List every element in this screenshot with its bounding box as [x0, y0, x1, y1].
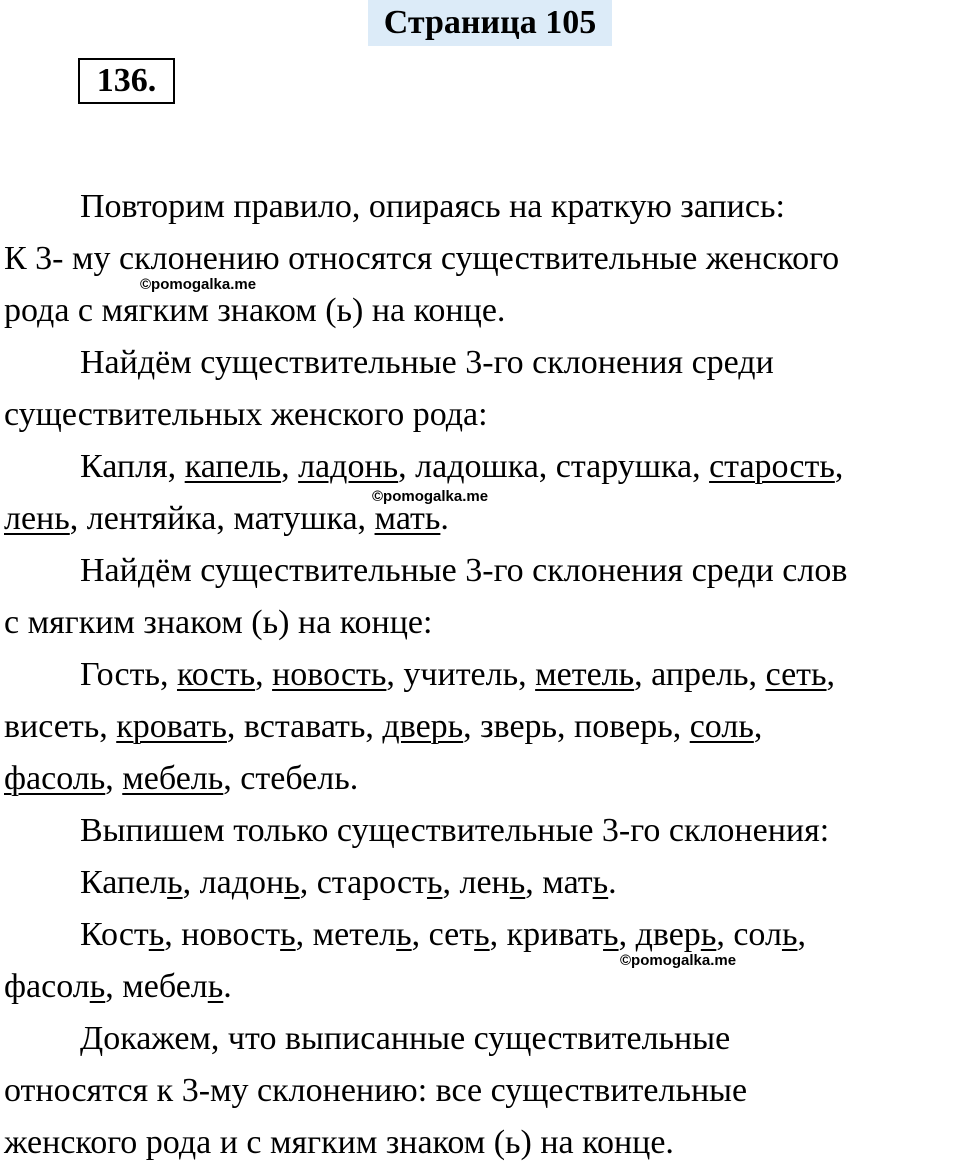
- text-line: [4, 857, 960, 909]
- underlined-text: новость: [272, 656, 387, 693]
- underlined-text: метель: [535, 656, 635, 693]
- text-segment: Найдём существительные 3-го склонения среди слов: [80, 552, 848, 589]
- text-segment: .: [223, 968, 232, 1005]
- text-line: [4, 597, 960, 649]
- text-segment: ,: [797, 916, 806, 953]
- text-line: [4, 961, 960, 1013]
- text-segment: , лен: [442, 864, 510, 901]
- underlined-text: ладонь: [298, 448, 399, 485]
- text-segment: .: [440, 500, 449, 537]
- text-segment: рода с мягким знаком (ь) на конце.: [4, 292, 506, 329]
- underlined-text: кость: [176, 656, 256, 693]
- text-segment: , стебель.: [223, 760, 359, 797]
- text-segment: ,: [281, 448, 299, 485]
- text-segment: существительных женского рода:: [4, 396, 488, 433]
- underlined-text: мать: [374, 500, 441, 537]
- text-segment: относятся к 3-му склонению: все существительные: [4, 1072, 748, 1109]
- text-segment: Повторим правило, опираясь на краткую запись:: [80, 188, 785, 225]
- underlined-text: ь: [148, 916, 165, 953]
- text-line: [4, 805, 960, 857]
- text-segment: , мат: [525, 864, 593, 901]
- underlined-text: ь: [89, 968, 106, 1005]
- document-body: [4, 181, 960, 1169]
- text-segment: ,: [753, 708, 763, 745]
- underlined-text: ь: [167, 864, 183, 901]
- text-segment: Капел: [80, 864, 168, 901]
- underlined-text: ь: [603, 916, 619, 953]
- text-segment: , новост: [164, 916, 281, 953]
- underlined-text: ь: [207, 968, 224, 1005]
- text-line: [4, 1117, 960, 1169]
- underlined-text: ь: [426, 864, 443, 901]
- text-segment: фасол: [4, 968, 90, 1005]
- text-segment: ,: [826, 656, 836, 693]
- underlined-text: старость: [709, 448, 835, 485]
- text-line: [4, 1013, 960, 1065]
- watermark: ©pomogalka.me: [620, 952, 737, 969]
- page-title: Страница 105: [368, 0, 612, 46]
- text-segment: , двер: [618, 916, 701, 953]
- underlined-text: мебель: [122, 760, 224, 797]
- text-line: [4, 753, 960, 805]
- text-line: [4, 701, 960, 753]
- text-segment: , ладошка, старушка,: [398, 448, 710, 485]
- underlined-text: ь: [284, 864, 300, 901]
- text-segment: ,: [105, 760, 123, 797]
- underlined-text: соль: [689, 708, 754, 745]
- text-line: [4, 337, 960, 389]
- text-segment: , сет: [411, 916, 475, 953]
- watermark: ©pomogalka.me: [140, 276, 257, 293]
- underlined-text: кровать: [116, 708, 227, 745]
- text-segment: висеть,: [4, 708, 117, 745]
- watermark: ©pomogalka.me: [372, 488, 489, 505]
- underlined-text: лень: [4, 500, 70, 537]
- text-segment: , зверь, поверь,: [463, 708, 690, 745]
- text-segment: , метел: [295, 916, 397, 953]
- underlined-text: ь: [396, 916, 412, 953]
- text-segment: .: [608, 864, 617, 901]
- text-segment: Найдём существительные 3-го склонения среди: [80, 344, 774, 381]
- text-line: [4, 545, 960, 597]
- underlined-text: капель: [184, 448, 282, 485]
- text-line: [4, 441, 960, 493]
- text-segment: , апрель,: [634, 656, 766, 693]
- text-segment: Кост: [80, 916, 149, 953]
- underlined-text: ь: [280, 916, 296, 953]
- text-segment: Гость,: [80, 656, 177, 693]
- underlined-text: дверь: [382, 708, 464, 745]
- text-segment: ,: [255, 656, 273, 693]
- underlined-text: ь: [592, 864, 609, 901]
- text-segment: , сол: [716, 916, 782, 953]
- text-line: [4, 1065, 960, 1117]
- underlined-text: ь: [509, 864, 526, 901]
- text-segment: , старост: [299, 864, 427, 901]
- text-line: [4, 649, 960, 701]
- text-segment: Докажем, что выписанные существительные: [80, 1020, 731, 1057]
- text-segment: , криват: [489, 916, 604, 953]
- text-segment: Капля,: [80, 448, 185, 485]
- exercise-number-box: 136.: [78, 58, 175, 104]
- text-segment: с мягким знаком (ь) на конце:: [4, 604, 433, 641]
- text-segment: , лентяйка, матушка,: [69, 500, 375, 537]
- text-line: [4, 909, 960, 961]
- text-segment: Выпишем только существительные 3-го склонения:: [80, 812, 830, 849]
- text-line: [4, 389, 960, 441]
- text-segment: , мебел: [105, 968, 208, 1005]
- underlined-text: ь: [700, 916, 717, 953]
- text-segment: , ладон: [182, 864, 285, 901]
- underlined-text: фасоль: [4, 760, 106, 797]
- text-segment: К 3- му склонению относятся существительные женского: [4, 240, 840, 277]
- text-segment: женского рода и с мягким знаком (ь) на конце.: [4, 1124, 674, 1161]
- underlined-text: сеть: [765, 656, 827, 693]
- text-segment: , учитель,: [386, 656, 536, 693]
- underlined-text: ь: [474, 916, 490, 953]
- underlined-text: ь: [781, 916, 798, 953]
- text-segment: ,: [834, 448, 844, 485]
- text-segment: , вставать,: [226, 708, 383, 745]
- text-line: [4, 181, 960, 233]
